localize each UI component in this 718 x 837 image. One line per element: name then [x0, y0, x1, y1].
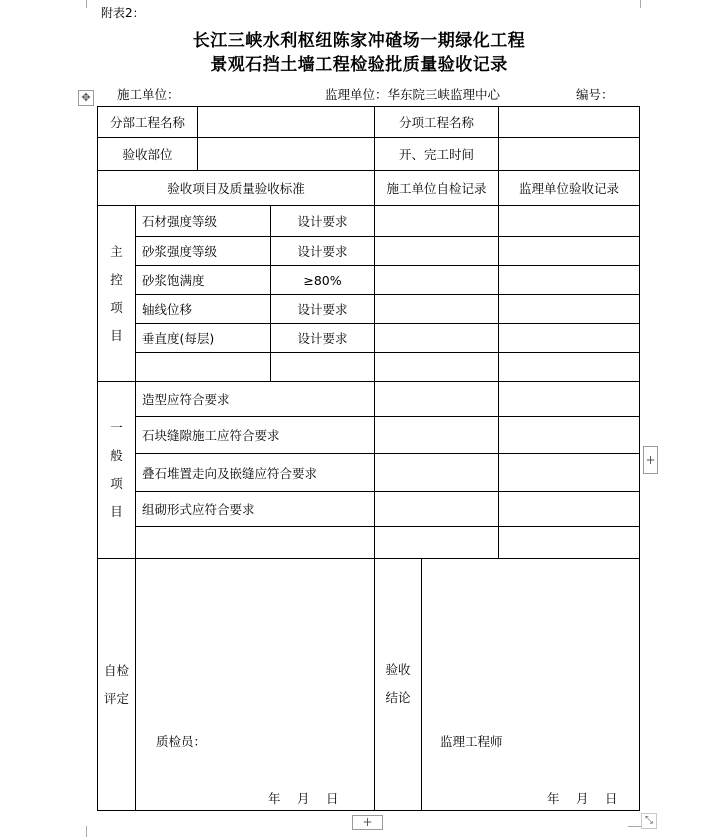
page-corner-top-right	[640, 0, 641, 8]
main-item-requirement: 设计要求	[271, 324, 375, 353]
main-item-supervision[interactable]	[499, 237, 640, 266]
main-item-self-check[interactable]	[375, 295, 499, 324]
general-item-self-check[interactable]	[375, 492, 499, 527]
general-item-supervision[interactable]	[499, 527, 640, 559]
main-item-requirement: 设计要求	[271, 237, 375, 266]
general-item-name: 组砌形式应符合要求	[136, 492, 375, 527]
general-item-supervision[interactable]	[499, 382, 640, 417]
supervision-unit-label: 监理单位：华东院三峡监理中心	[325, 87, 501, 102]
supervision-engineer-label: 监理工程师	[440, 734, 503, 749]
subitem-project-name-label: 分项工程名称	[375, 107, 499, 138]
page-corner-bottom-right	[628, 826, 642, 827]
general-item-self-check[interactable]	[375, 382, 499, 417]
standard-column-header: 验收项目及质量验收标准	[98, 171, 375, 206]
page-title: 长江三峡水利枢纽陈家冲碴场一期绿化工程	[192, 31, 526, 51]
general-item-self-check[interactable]	[375, 454, 499, 492]
acceptance-date: 年 月 日	[547, 791, 620, 806]
main-item-name: 石材强度等级	[136, 206, 271, 237]
self-evaluation-area[interactable]	[136, 559, 375, 811]
general-item-supervision[interactable]	[499, 492, 640, 527]
main-item-name: 砂浆饱满度	[136, 266, 271, 295]
main-item-supervision[interactable]	[499, 266, 640, 295]
self-eval-date: 年 月 日	[268, 791, 341, 806]
main-item-requirement[interactable]	[271, 353, 375, 382]
general-item-name[interactable]	[136, 527, 375, 559]
main-item-supervision[interactable]	[499, 353, 640, 382]
table-move-handle[interactable]: ✥	[78, 90, 94, 106]
general-item-supervision[interactable]	[499, 454, 640, 492]
general-item-self-check[interactable]	[375, 527, 499, 559]
inspection-record-table	[97, 106, 640, 811]
general-item-name: 叠石堆置走向及嵌缝应符合要求	[136, 454, 375, 492]
self-evaluation-label: 自检 评定	[98, 559, 136, 811]
main-item-name: 轴线位移	[136, 295, 271, 324]
table-resize-handle[interactable]: ⤡	[641, 813, 657, 829]
main-item-name: 垂直度(每层)	[136, 324, 271, 353]
main-item-supervision[interactable]	[499, 324, 640, 353]
main-item-self-check[interactable]	[375, 237, 499, 266]
start-end-time-label: 开、完工时间	[375, 138, 499, 171]
main-item-supervision[interactable]	[499, 295, 640, 324]
general-item-name: 造型应符合要求	[136, 382, 375, 417]
main-item-requirement: 设计要求	[271, 206, 375, 237]
main-item-requirement: 设计要求	[271, 295, 375, 324]
add-row-button[interactable]: +	[352, 815, 383, 830]
main-item-self-check[interactable]	[375, 266, 499, 295]
acceptance-conclusion-label: 验收 结论	[385, 662, 411, 705]
main-item-self-check[interactable]	[375, 324, 499, 353]
general-item-self-check[interactable]	[375, 417, 499, 454]
page-subtitle: 景观石挡土墙工程检验批质量验收记录	[210, 55, 508, 75]
main-item-self-check[interactable]	[375, 206, 499, 237]
acceptance-location-label: 验收部位	[98, 138, 198, 171]
add-column-button[interactable]: +	[643, 446, 658, 474]
general-item-supervision[interactable]	[499, 417, 640, 454]
construction-unit-label: 施工单位：	[117, 87, 180, 102]
main-item-name: 砂浆强度等级	[136, 237, 271, 266]
annex-label: 附表2：	[101, 6, 145, 20]
general-item-name: 石块缝隙施工应符合要求	[136, 417, 375, 454]
self-check-column-header: 施工单位自检记录	[375, 171, 499, 206]
main-item-supervision[interactable]	[499, 206, 640, 237]
main-item-self-check[interactable]	[375, 353, 499, 382]
general-items-label: 一 般 项 目	[98, 382, 136, 559]
start-end-time-value[interactable]	[499, 138, 640, 171]
inspector-label: 质检员：	[156, 734, 207, 749]
acceptance-label-divider	[421, 558, 422, 811]
main-control-label: 主 控 项 目	[98, 206, 136, 382]
supervision-column-header: 监理单位验收记录	[499, 171, 640, 206]
number-label: 编号：	[576, 87, 614, 102]
division-project-name-label: 分部工程名称	[98, 107, 198, 138]
page-corner-bottom-left	[86, 826, 87, 837]
main-item-requirement: ≥80%	[271, 266, 375, 295]
subitem-project-name-value[interactable]	[499, 107, 640, 138]
page-corner-top-left	[86, 0, 87, 8]
acceptance-location-value[interactable]	[198, 138, 375, 171]
main-item-name[interactable]	[136, 353, 271, 382]
division-project-name-value[interactable]	[198, 107, 375, 138]
